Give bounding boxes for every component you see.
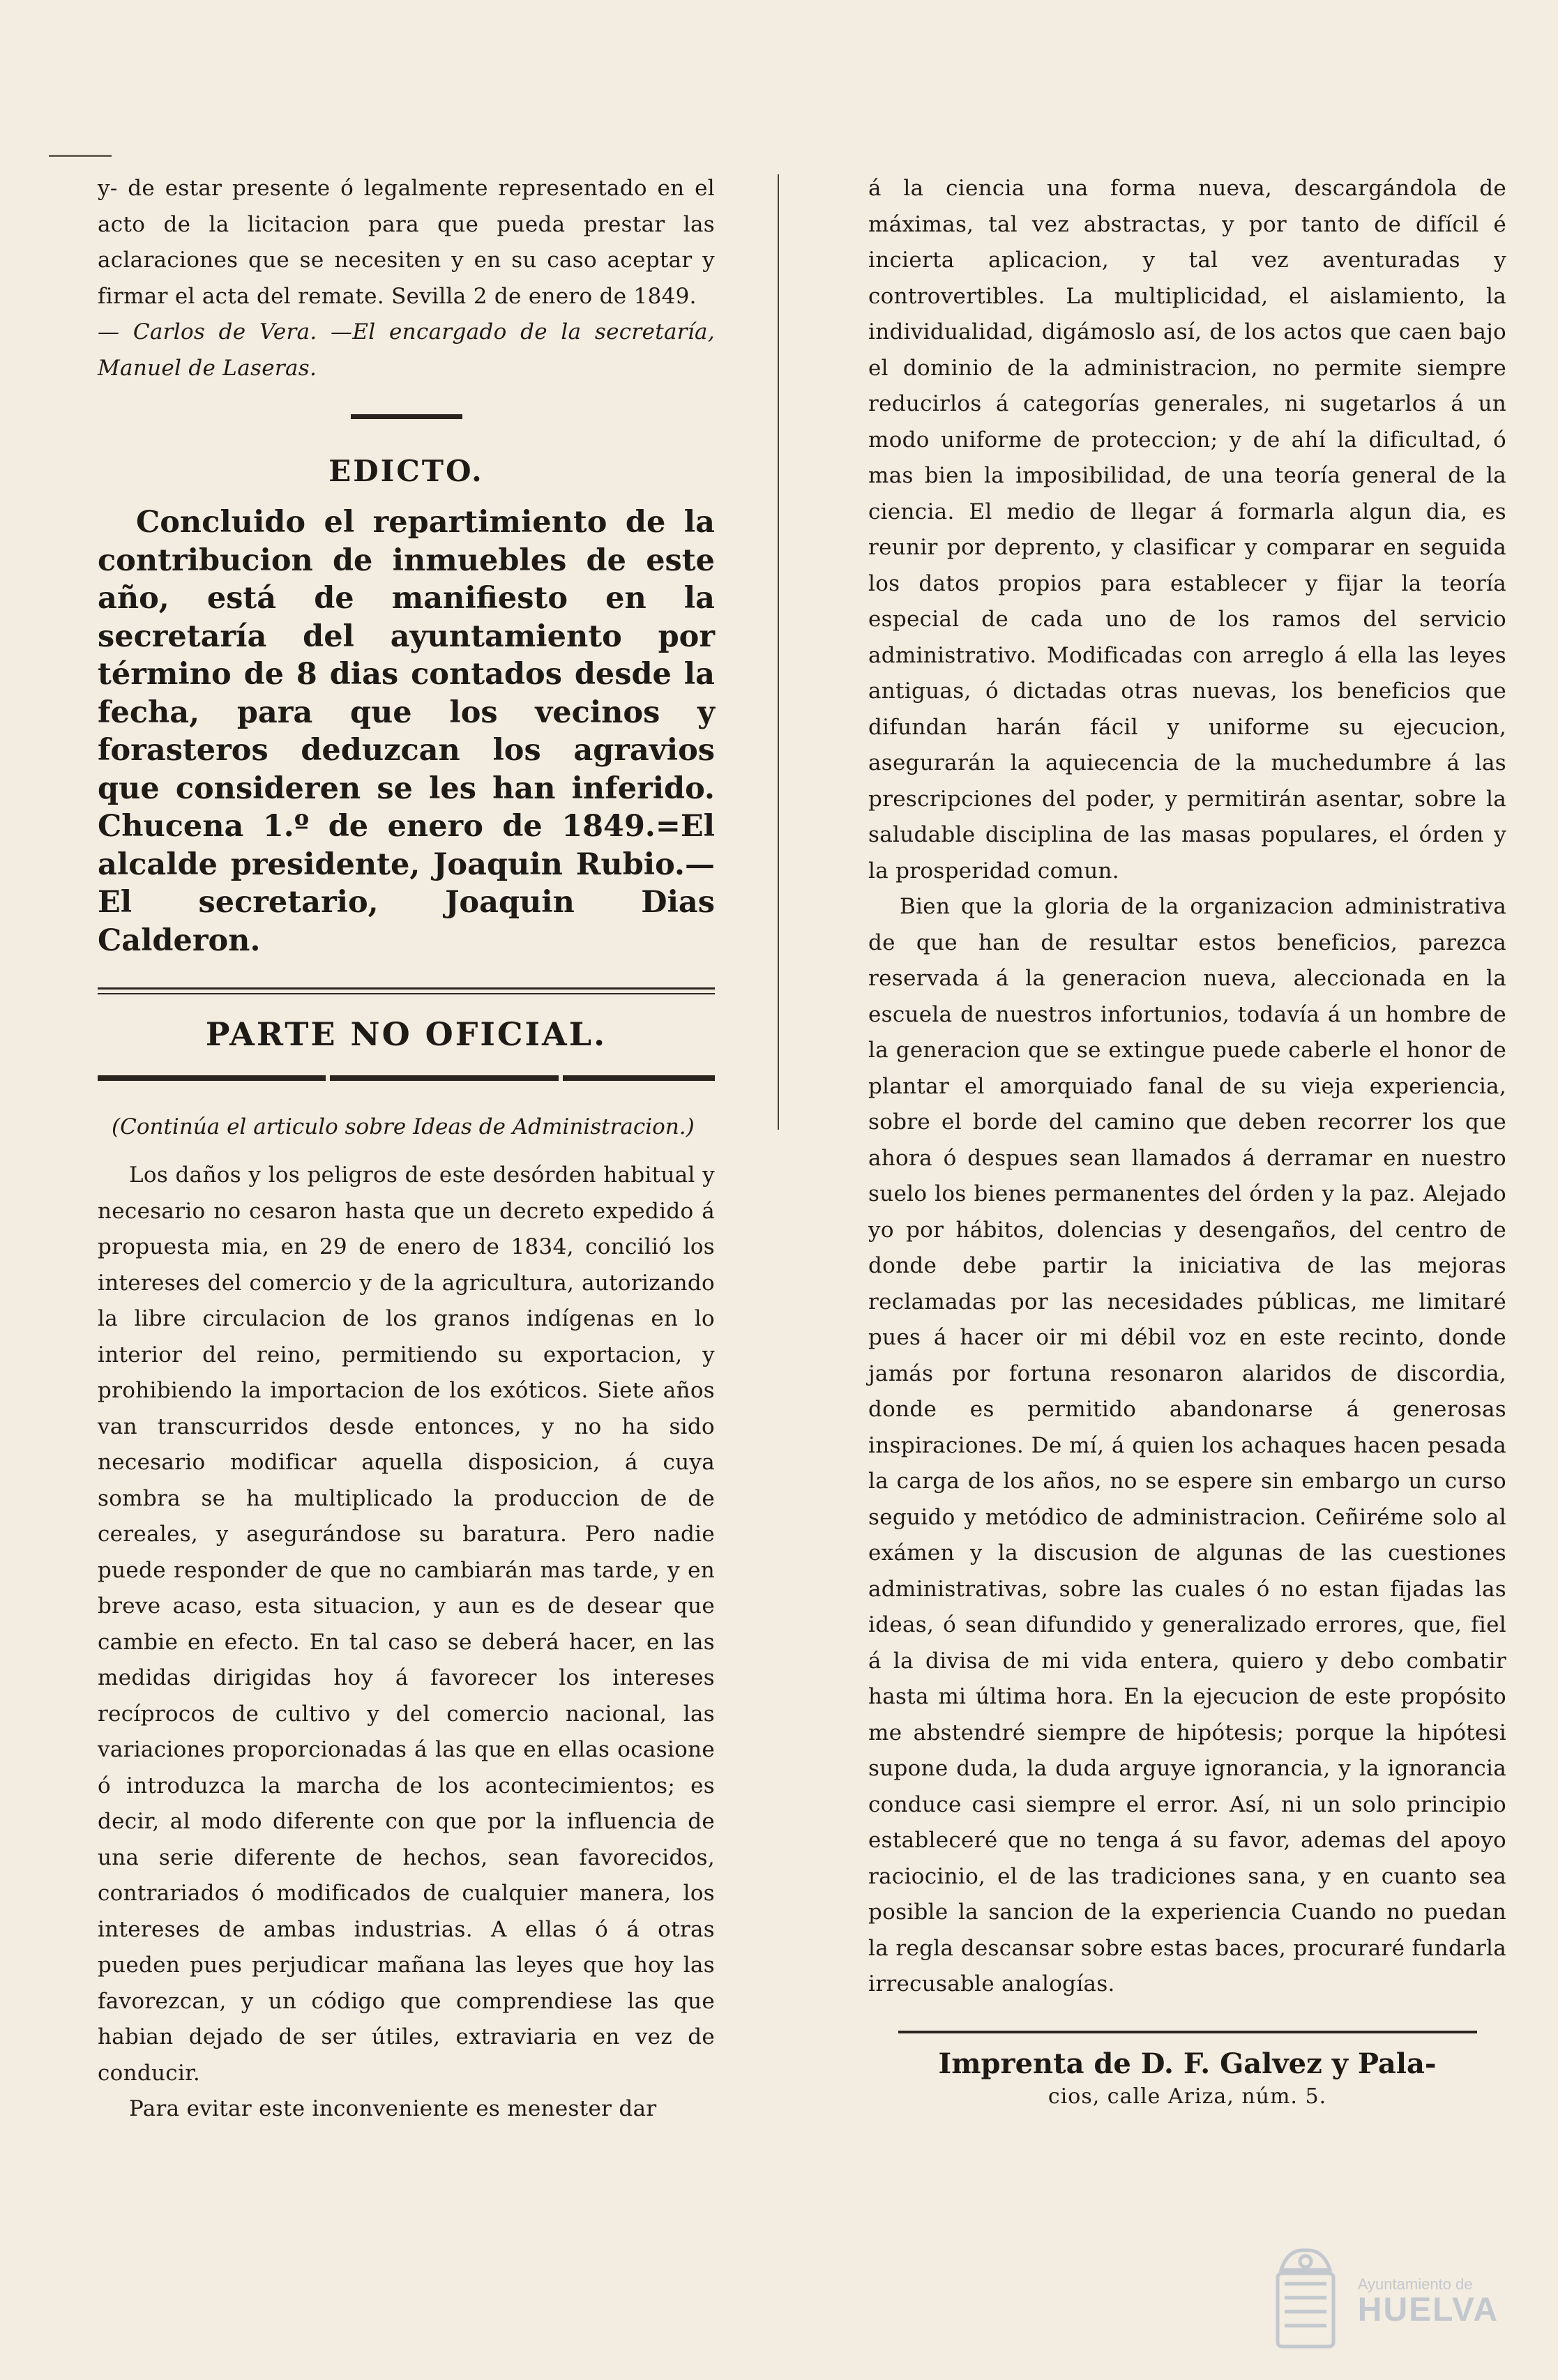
section-rule	[351, 414, 462, 419]
edicto-title: EDICTO.	[328, 454, 484, 488]
article-paragraph: Bien que la gloria de la organizacion administrativa de que han de resultar estos beneficios, parezca reservada á la generacion nueva, aleccionada en la escuela de nuestros infortunios, todavía á un hombre de la generacion que se extingue puede caberle el honor de plantar el amorquiado fanal de su vieja experiencia, sobre el borde del camino que deben recorrer los que ahora ó despues sean llamados á derramar en nuestro suelo los bienes permanentes del órden y la paz. Alejado yo por hábitos, dolencias y desengaños, del centro de donde debe partir la iniciativa de las mejoras reclamadas por las necesidades públicas, me limitaré pues á hacer oir mi débil voz en este recinto, donde jamás por fortuna resonaron alaridos de discordia, donde es permitido abandonarse á generosas inspiraciones. De mí, á quien los achaques hacen pesada la carga de los años, no se espere sin embargo un curso seguido y metódico de administracion. Ceñiréme solo al exámen y la discusion de algunas de las cuestiones administrativas, sobre las cuales ó no estan fijadas las ideas, ó sean difundido y generalizado errores, que, fiel á la divisa de mi vida entera, quiero y debo combatir hasta mi última hora. En la ejecucion de este propósito me abstendré siempre de hipótesis; porque la hipótesi supone duda, la duda arguye ignorancia, y la ignorancia conduce casi siempre el error. Así, ni un solo principio estableceré que no tenga á su favor, ademas del apoyo raciocinio, el de las tradiciones sana, y en cuanto sea posible la sancion de la experiencia Cuando no puedan la regla descansar sobre estas baces, procuraré fundarla irrecusable analogías.	[868, 894, 1506, 1996]
article-body	[98, 1158, 715, 2128]
crest-icon	[1267, 2242, 1344, 2360]
heavy-rule-segment	[98, 1075, 326, 1081]
imprint-rule	[898, 2031, 1477, 2033]
watermark-text	[1358, 2275, 1499, 2327]
article-paragraph: á la ciencia una forma nueva, descargándola de máximas, tal vez abstractas, y por tanto de difícil é incierta aplicacion, y tal vez aventuradas y controvertibles. La multiplicidad, el aislamiento, la individualidad, digámoslo así, de los actos que caen bajo el dominio de la administracion, no permite siempre reducirlos á categorías generales, ni sugetarlos á un modo uniforme de proteccion; y de ahí la dificultad, ó mas bien la imposibilidad, de una teoría general de la ciencia. El medio de llegar á formarla algun dia, es reunir por deprento, y clasificar y comparar en seguida los datos propios para establecer y fijar la teoría especial de cada uno de los ramos del servicio administrativo. Modificadas con arreglo á ella las leyes antiguas, ó dictadas otras nuevas, los beneficios que difundan harán fácil y uniforme su ejecucion, asegurarán la aquiecencia de la muchedumbre á las prescripciones del poder, y permitirán asentar, sobre la saludable disciplina de las masas populares, el órden y la prosperidad comun.	[868, 176, 1506, 884]
opening-paragraph: y‑ de estar presente ó legalmente representado en el acto de la licitacion para que pueda prestar las aclaraciones que se necesiten y en su caso aceptar y firmar el acta del remate. Sevilla 2 de enero de 1849.	[98, 176, 715, 309]
double-rule	[98, 987, 715, 994]
margin-mark	[49, 155, 112, 157]
rule-line-top	[98, 987, 715, 990]
column-divider	[778, 174, 779, 1130]
heavy-rule-segment	[563, 1075, 715, 1081]
article-paragraph: Los daños y los peligros de este desórden habitual y necesario no cesaron hasta que un decreto expedido á propuesta mia, en 29 de enero de 1834, concilió los intereses del comercio y de la agricultura, autorizando la libre circulacion de los granos indígenas en lo interior del reino, permitiendo su exportacion, y prohibiendo la importacion de los exóticos. Siete años van transcurridos desde entonces, y no ha sido necesario modificar aquella disposicion, á cuya sombra se ha multiplicado la produccion de de cereales, y asegurándose su baratura. Pero nadie puede responder de que no cambiarán mas tarde, y en breve acaso, esta situacion, y aun es de desear que cambie en efecto. En tal caso se deberá hacer, en las medidas dirigidas hoy á favorecer los intereses recíprocos de cultivo y del comercio nacional, las variaciones proporcionadas á las que en ellas ocasione ó introduzca la marcha de los acontecimientos; es decir, al modo diferente con que por la influencia de una serie diferente de hechos, sean favorecidos, contrariados ó modificados de cualquier manera, los intereses de ambas industrias. A ellas ó á otras pueden pues perjudicar mañana las leyes que hoy las favorezcan, y un código que comprendiese las que habian dejado de ser útiles, extraviaria en vez de conducir.	[98, 1162, 715, 2086]
rule-line-bottom	[98, 993, 715, 994]
left-column	[98, 171, 715, 2128]
right-column	[868, 171, 1506, 2109]
heavy-rule-segment	[330, 1075, 558, 1081]
signature-line: — Carlos de Vera. —El encargado de la secretaría, Manuel de Laseras.	[98, 319, 715, 381]
heavy-rule	[98, 1075, 715, 1081]
watermark-logo	[1267, 2242, 1499, 2360]
imprint-address: cios, calle Ariza, núm. 5.	[1048, 2084, 1327, 2109]
article-paragraph: Para evitar este inconveniente es menester dar	[129, 2096, 657, 2121]
section-subtitle: (Continúa el articulo sobre Ideas de Administracion.)	[112, 1114, 695, 1139]
watermark-big-text: HUELVA	[1357, 2291, 1499, 2328]
watermark-small-text: Ayuntamiento de	[1357, 2275, 1473, 2293]
edicto-body: Concluido el repartimiento de la contribucion de inmuebles de este año, está de manifiesto en la secretaría del ayuntamiento por término de 8 dias contados desde la fecha, para que los vecinos y forasteros deduzcan los agravios que consideren se les han inferido. Chucena 1.º de enero de 1849.=El alcalde presidente, Joaquin Rubio.— El secretario, Joaquin Dias Calderon.	[98, 505, 715, 958]
imprint-line: Imprenta de D. F. Galvez y Pala-	[938, 2047, 1437, 2080]
section-title: PARTE NO OFICIAL.	[205, 1015, 607, 1053]
